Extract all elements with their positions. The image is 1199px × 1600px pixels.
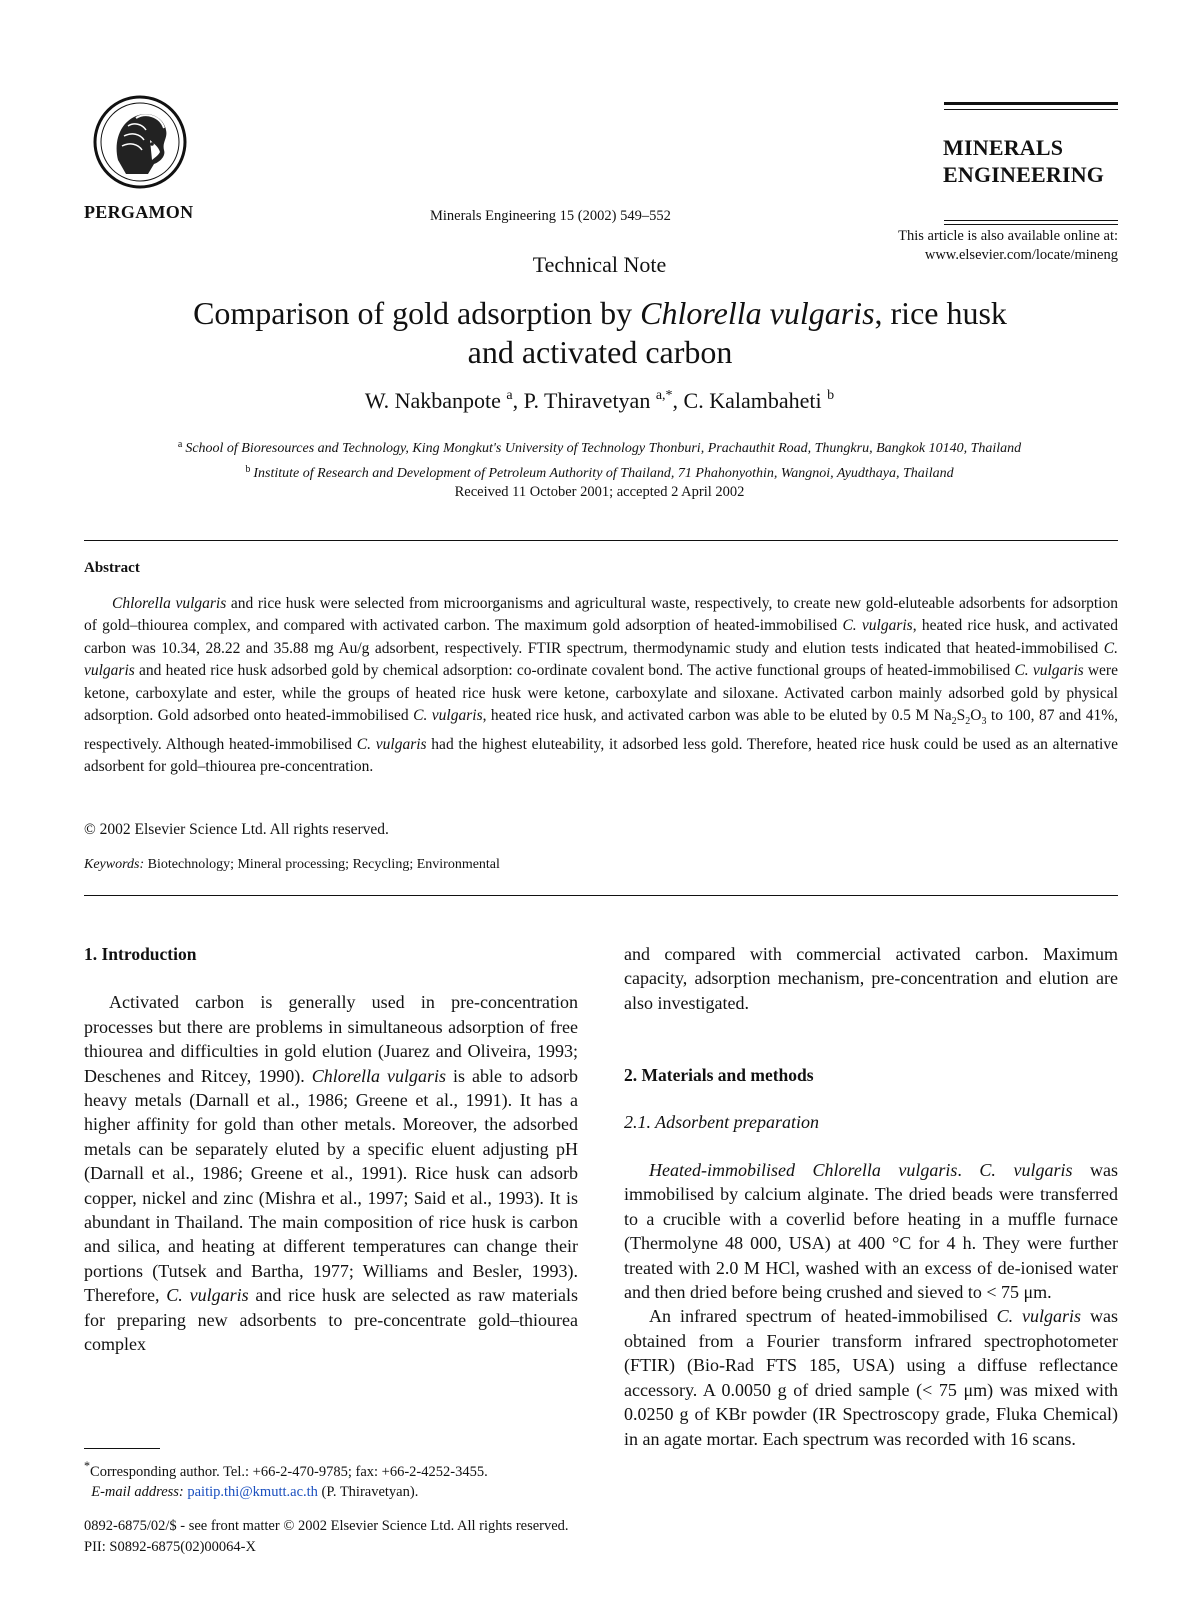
title-text: Comparison of gold adsorption by <box>193 295 641 331</box>
abstract-heading: Abstract <box>84 560 140 576</box>
subscript: 2 <box>965 716 971 728</box>
species-name: C. vulgaris <box>842 617 913 635</box>
body-text: An infrared spectrum of heated-immobilised <box>649 1306 997 1327</box>
article-type: Technical Note <box>532 252 667 277</box>
received-dates: Received 11 October 2001; accepted 2 April 2002 <box>454 484 745 500</box>
species-name: C. vulgaris <box>1014 662 1084 680</box>
body-text: was obtained from a Fourier transform infrared spectrophotometer (FTIR) (Bio-Rad FTS 185, USA) using a diffuse reflectance accessory. A 0.0050 g of dried sample (< 75 μm) was mixed with 0.0250 g of KBr powder (IR Spectroscopy grade, Fluka Chemical) in an agate mortar. Each spectrum was recorded with 16 scans. <box>624 1306 1118 1449</box>
body-paragraph <box>84 990 578 1356</box>
journal-citation: Minerals Engineering 15 (2002) 549–552 <box>430 208 671 224</box>
keywords-label: Keywords: <box>84 857 145 872</box>
author-affil-mark: a <box>506 388 513 403</box>
masthead-rule <box>944 102 1118 105</box>
title-species: Chlorella vulgaris <box>640 295 875 331</box>
abstract-text: and heated rice husk adsorbed gold by chemical adsorption: co-ordinate covalent bond. The active functional groups of heated-immobilised <box>134 662 1015 680</box>
abstract-body <box>84 593 1118 778</box>
footnote-line <box>84 1482 584 1502</box>
footnote-mark: * <box>84 1459 91 1473</box>
body-text: . <box>957 1160 980 1181</box>
left-column <box>84 942 578 1357</box>
affiliation-a <box>60 434 1139 459</box>
pergamon-logo-icon <box>88 94 192 190</box>
abstract-text: to 100, 87 and 41%, respectively. Although heated-immobilised <box>84 707 1119 753</box>
species-name: Chlorella vulgaris <box>311 1065 447 1086</box>
affil-mark: b <box>245 464 251 475</box>
species-name: C. vulgaris <box>979 1160 1073 1181</box>
journal-title <box>943 134 1104 188</box>
body-text: is able to adsorb heavy metals (Darnall et al., 1986; Greene et al., 1991). It has a higher affinity for gold than other metals. Moreover, the adsorbed metals can be separately eluted by a specific eluent adjusting pH (Darnall et al., 1986; Greene et al., 1991). Rice husk can adsorb copper, nickel and zinc (Mishra et al., 1997; Said et al., 1993). It is abundant in Thailand. The main composition of rice husk is carbon and silica, and heating at different temperatures can change their portions (Tutsek and Bartha, 1977; Williams and Besler, 1993). Therefore, <box>84 1065 578 1306</box>
abstract-paragraph <box>84 593 1118 778</box>
front-matter <box>84 1516 569 1558</box>
issn-line: 0892-6875/02/$ - see front matter © 2002 Elsevier Science Ltd. All rights reserved. <box>84 1518 569 1534</box>
affil-text: School of Bioresources and Technology, King Mongkut's University of Technology Thonburi, Prachauthit Road, Thungkru, Bangkok 10140, Thailand <box>185 441 1022 456</box>
affil-text: Institute of Research and Development of Petroleum Authority of Thailand, 71 Phahonyothin, Wangnoi, Ayudthaya, Thailand <box>253 466 954 481</box>
subsection-heading: 2.1. Adsorbent preparation <box>624 1111 820 1132</box>
online-url[interactable]: www.elsevier.com/locate/mineng <box>924 247 1118 263</box>
author-list: W. Nakbanpote $^a$, P. Thiravetyan $^{a,*}$, C. Kalambaheti $^b$ <box>364 388 835 413</box>
affiliation-b <box>60 459 1139 484</box>
title-text: and activated carbon <box>467 334 733 370</box>
species-name: C. vulgaris <box>356 735 427 753</box>
abstract-text: had the highest eluteability, it adsorbed less gold. Therefore, heated rice husk could be used as an alternative adsorbent for gold–thiourea pre-concentration. <box>84 735 1118 775</box>
abstract-text: S <box>956 707 966 725</box>
body-text: and rice husk are selected as raw materials for preparing new adsorbents to pre-concentrate gold–thiourea complex <box>84 1285 578 1355</box>
abstract-text: , heated rice husk, and activated carbon was able to be eluted by 0.5 M Na <box>482 707 952 725</box>
footnote-line <box>84 1456 584 1482</box>
journal-title-line: ENGINEERING <box>943 162 1105 187</box>
article-title <box>100 294 1100 372</box>
body-text: Activated carbon is generally used in pre-concentration processes but there are problems in simultaneous adsorption of free thiourea and difficulties in gold elution (Juarez and Oliveira, 1993; Deschenes and Ritcey, 1990). <box>84 992 578 1086</box>
section-divider <box>84 540 1118 541</box>
pii-line: PII: S0892-6875(02)00064-X <box>84 1539 256 1555</box>
abstract-text: and rice husk were selected from microorganisms and agricultural waste, respectively, to create new gold-eluteable adsorbents for adsorption of gold–thiourea complex, and compared with activated carbon. The maximum gold adsorption of heated-immobilised <box>84 595 1118 635</box>
species-name: C. vulgaris <box>166 1285 249 1306</box>
body-paragraph <box>624 1304 1118 1450</box>
right-column <box>624 942 1118 1451</box>
section-divider <box>84 895 1118 896</box>
publisher-name: PERGAMON <box>84 202 194 222</box>
online-text: This article is also available online at: <box>898 228 1118 244</box>
journal-title-line: MINERALS <box>943 135 1064 160</box>
species-name: C. vulgaris <box>996 1306 1082 1327</box>
affiliations <box>60 434 1139 484</box>
title-text: , rice husk <box>874 295 1007 331</box>
author-name: C. Kalambaheti <box>683 388 822 413</box>
abstract-copyright: © 2002 Elsevier Science Ltd. All rights reserved. <box>84 821 389 838</box>
author-affil-mark: a,* <box>655 388 673 403</box>
subscript: 2 <box>951 716 957 728</box>
author-name: P. Thiravetyan <box>523 388 651 413</box>
species-name: C. vulgaris <box>84 639 1118 680</box>
abstract-text: were ketone, carboxylate and ester, while the groups of heated rice husk were ketone, carboxylate and siloxane. Activated carbon mainly adsorbed gold by physical adsorption. Gold adsorbed onto heated-immobilised <box>84 662 1118 725</box>
affil-mark: a <box>177 439 183 450</box>
subscript: 3 <box>981 716 987 728</box>
species-name: Chlorella vulgaris <box>112 595 227 612</box>
masthead-rule <box>944 224 1118 225</box>
author-affil-mark: b <box>827 388 835 403</box>
email-label: E-mail address: <box>91 1483 184 1500</box>
species-name: C. vulgaris <box>413 707 483 725</box>
author-name: W. Nakbanpote <box>364 388 501 413</box>
footnote-text: (P. Thiravetyan). <box>317 1483 419 1500</box>
footnote-rule <box>84 1448 160 1449</box>
section-heading: 2. Materials and methods <box>624 1065 814 1086</box>
keywords-list: Biotechnology; Mineral processing; Recycling; Environmental <box>144 857 500 872</box>
masthead-rule <box>944 220 1118 221</box>
footnote-text: Corresponding author. Tel.: +66-2-470-9785; fax: +66-2-4252-3455. <box>90 1463 488 1480</box>
body-text: was immobilised by calcium alginate. The dried beads were transferred to a crucible with a coverlid before heating in a muffle furnace (Thermolyne 48 000, USA) at 400 °C for 4 h. They were further treated with 2.0 M HCl, washed with an excess of de-ionised water and then dried before being crushed and sieved to < 75 μm. <box>624 1160 1118 1303</box>
keywords <box>84 857 500 873</box>
email-link[interactable]: paitip.thi@kmutt.ac.th <box>187 1483 318 1500</box>
masthead-rule <box>944 109 1118 110</box>
body-paragraph: and compared with commercial activated carbon. Maximum capacity, adsorption mechanism, pre-concentration and elution are also investigated. <box>624 944 1118 1013</box>
abstract-text: O <box>970 707 982 725</box>
footnote <box>84 1456 584 1502</box>
abstract-text: , heated rice husk, and activated carbon was 10.34, 28.22 and 35.88 mg Au/g adsorbent, respectively. FTIR spectrum, thermodynamic study and elution tests indicated that heated-immobilised <box>84 617 1118 657</box>
paragraph-lead: Heated-immobilised Chlorella vulgaris <box>649 1160 958 1181</box>
body-paragraph <box>624 1158 1118 1304</box>
section-heading: 1. Introduction <box>84 944 197 964</box>
